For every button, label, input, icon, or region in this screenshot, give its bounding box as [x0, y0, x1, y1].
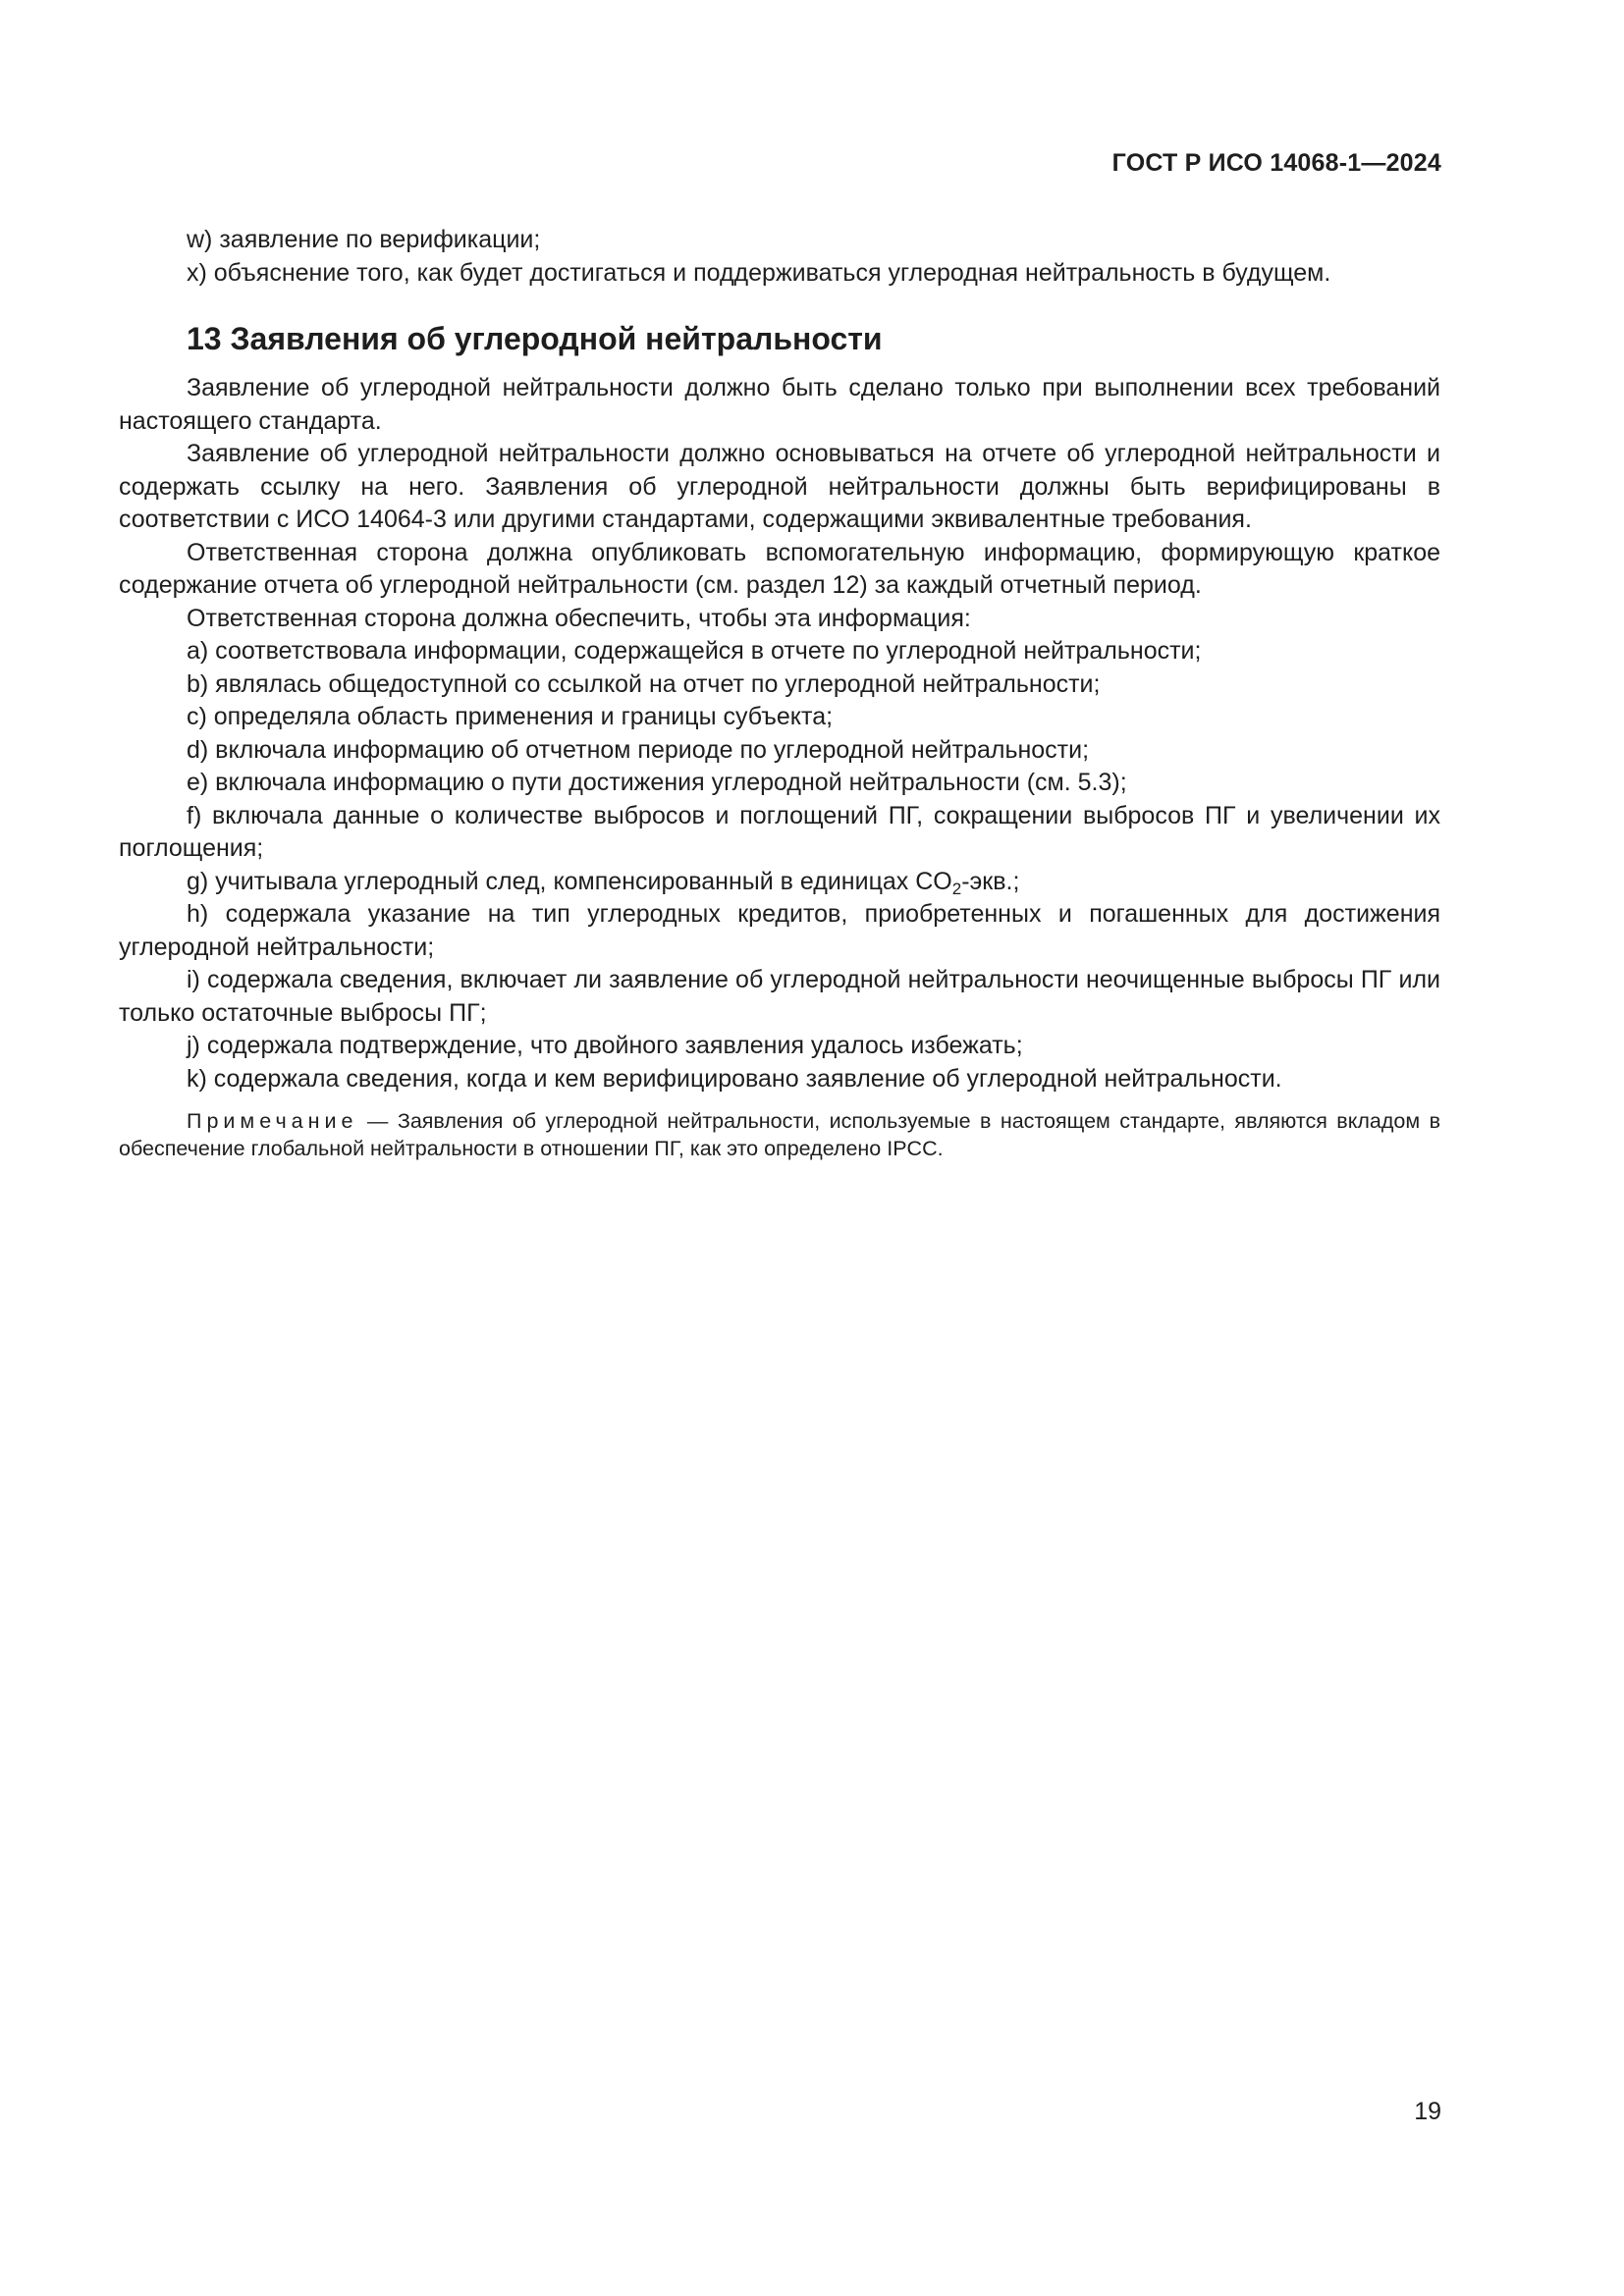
list-item: a) соответствовала информации, содержащейся в отчете по углеродной нейтральности; [187, 637, 1202, 665]
page-number: 19 [1414, 2098, 1441, 2125]
note [119, 1107, 1440, 1162]
list-item: x) объяснение того, как будет достигаться и поддерживаться углеродная нейтральность в будущем. [187, 258, 1331, 287]
paragraph: Ответственная сторона должна обеспечить, чтобы эта информация: [187, 604, 971, 632]
list-item: c) определяла область применения и границы субъекта; [187, 703, 834, 730]
subscript: 2 [951, 879, 962, 898]
list-item: b) являлась общедоступной со ссылкой на отчет по углеродной нейтральности; [187, 669, 1101, 698]
list-item: i) содержала сведения, включает ли заявление об углеродной нейтральности неочищенные выбросы ПГ или только остаточные выбросы ПГ; [119, 966, 1440, 1027]
list-item: h) содержала указание на тип углеродных кредитов, приобретенных и погашенных для достижения углеродной нейтральности; [119, 900, 1440, 961]
document-header: ГОСТ Р ИСО 14068-1—2024 [1111, 149, 1441, 177]
paragraph: Заявление об углеродной нейтральности должно быть сделано только при выполнении всех требований настоящего стандарта. [119, 374, 1440, 435]
list-item: j) содержала подтверждение, что двойного заявления удалось избежать; [187, 1032, 1023, 1059]
list-item: e) включала информацию о пути достижения углеродной нейтральности (см. 5.3); [187, 769, 1127, 796]
note-label: Примечание [187, 1109, 358, 1133]
document-body [119, 224, 1440, 1162]
list-item-with-subscript: g) учитывала углеродный след, компенсированный в единицах $CO_2$-экв.; [187, 867, 1020, 898]
paragraph: Заявление об углеродной нейтральности должно основываться на отчете об углеродной нейтральности и содержать ссылку на него. Заявления об углеродной нейтральности должны быть верифицированы в соответствии с ИСО 14064-3 или другими стандартами, содержащими эквивалентные требования. [119, 440, 1440, 533]
note-text: — Заявления об углеродной нейтральности, используемые в настоящем стандарте, являются вкладом в обеспечение глобальной нейтральности в отношении ПГ, как это определено IPCC. [119, 1109, 1440, 1160]
list-item: d) включала информацию об отчетном периоде по углеродной нейтральности; [187, 735, 1090, 764]
list-item: f) включала данные о количестве выбросов и поглощений ПГ, сокращении выбросов ПГ и увеличении их поглощения; [119, 801, 1440, 862]
section-heading: 13 Заявления об углеродной нейтральности [187, 321, 883, 356]
list-item: k) содержала сведения, когда и кем верифицировано заявление об углеродной нейтральности. [187, 1064, 1282, 1093]
paragraph: Ответственная сторона должна опубликовать вспомогательную информацию, формирующую краткое содержание отчета об углеродной нейтральности (см. раздел 12) за каждый отчетный период. [119, 538, 1440, 599]
list-item: w) заявление по верификации; [187, 226, 541, 253]
